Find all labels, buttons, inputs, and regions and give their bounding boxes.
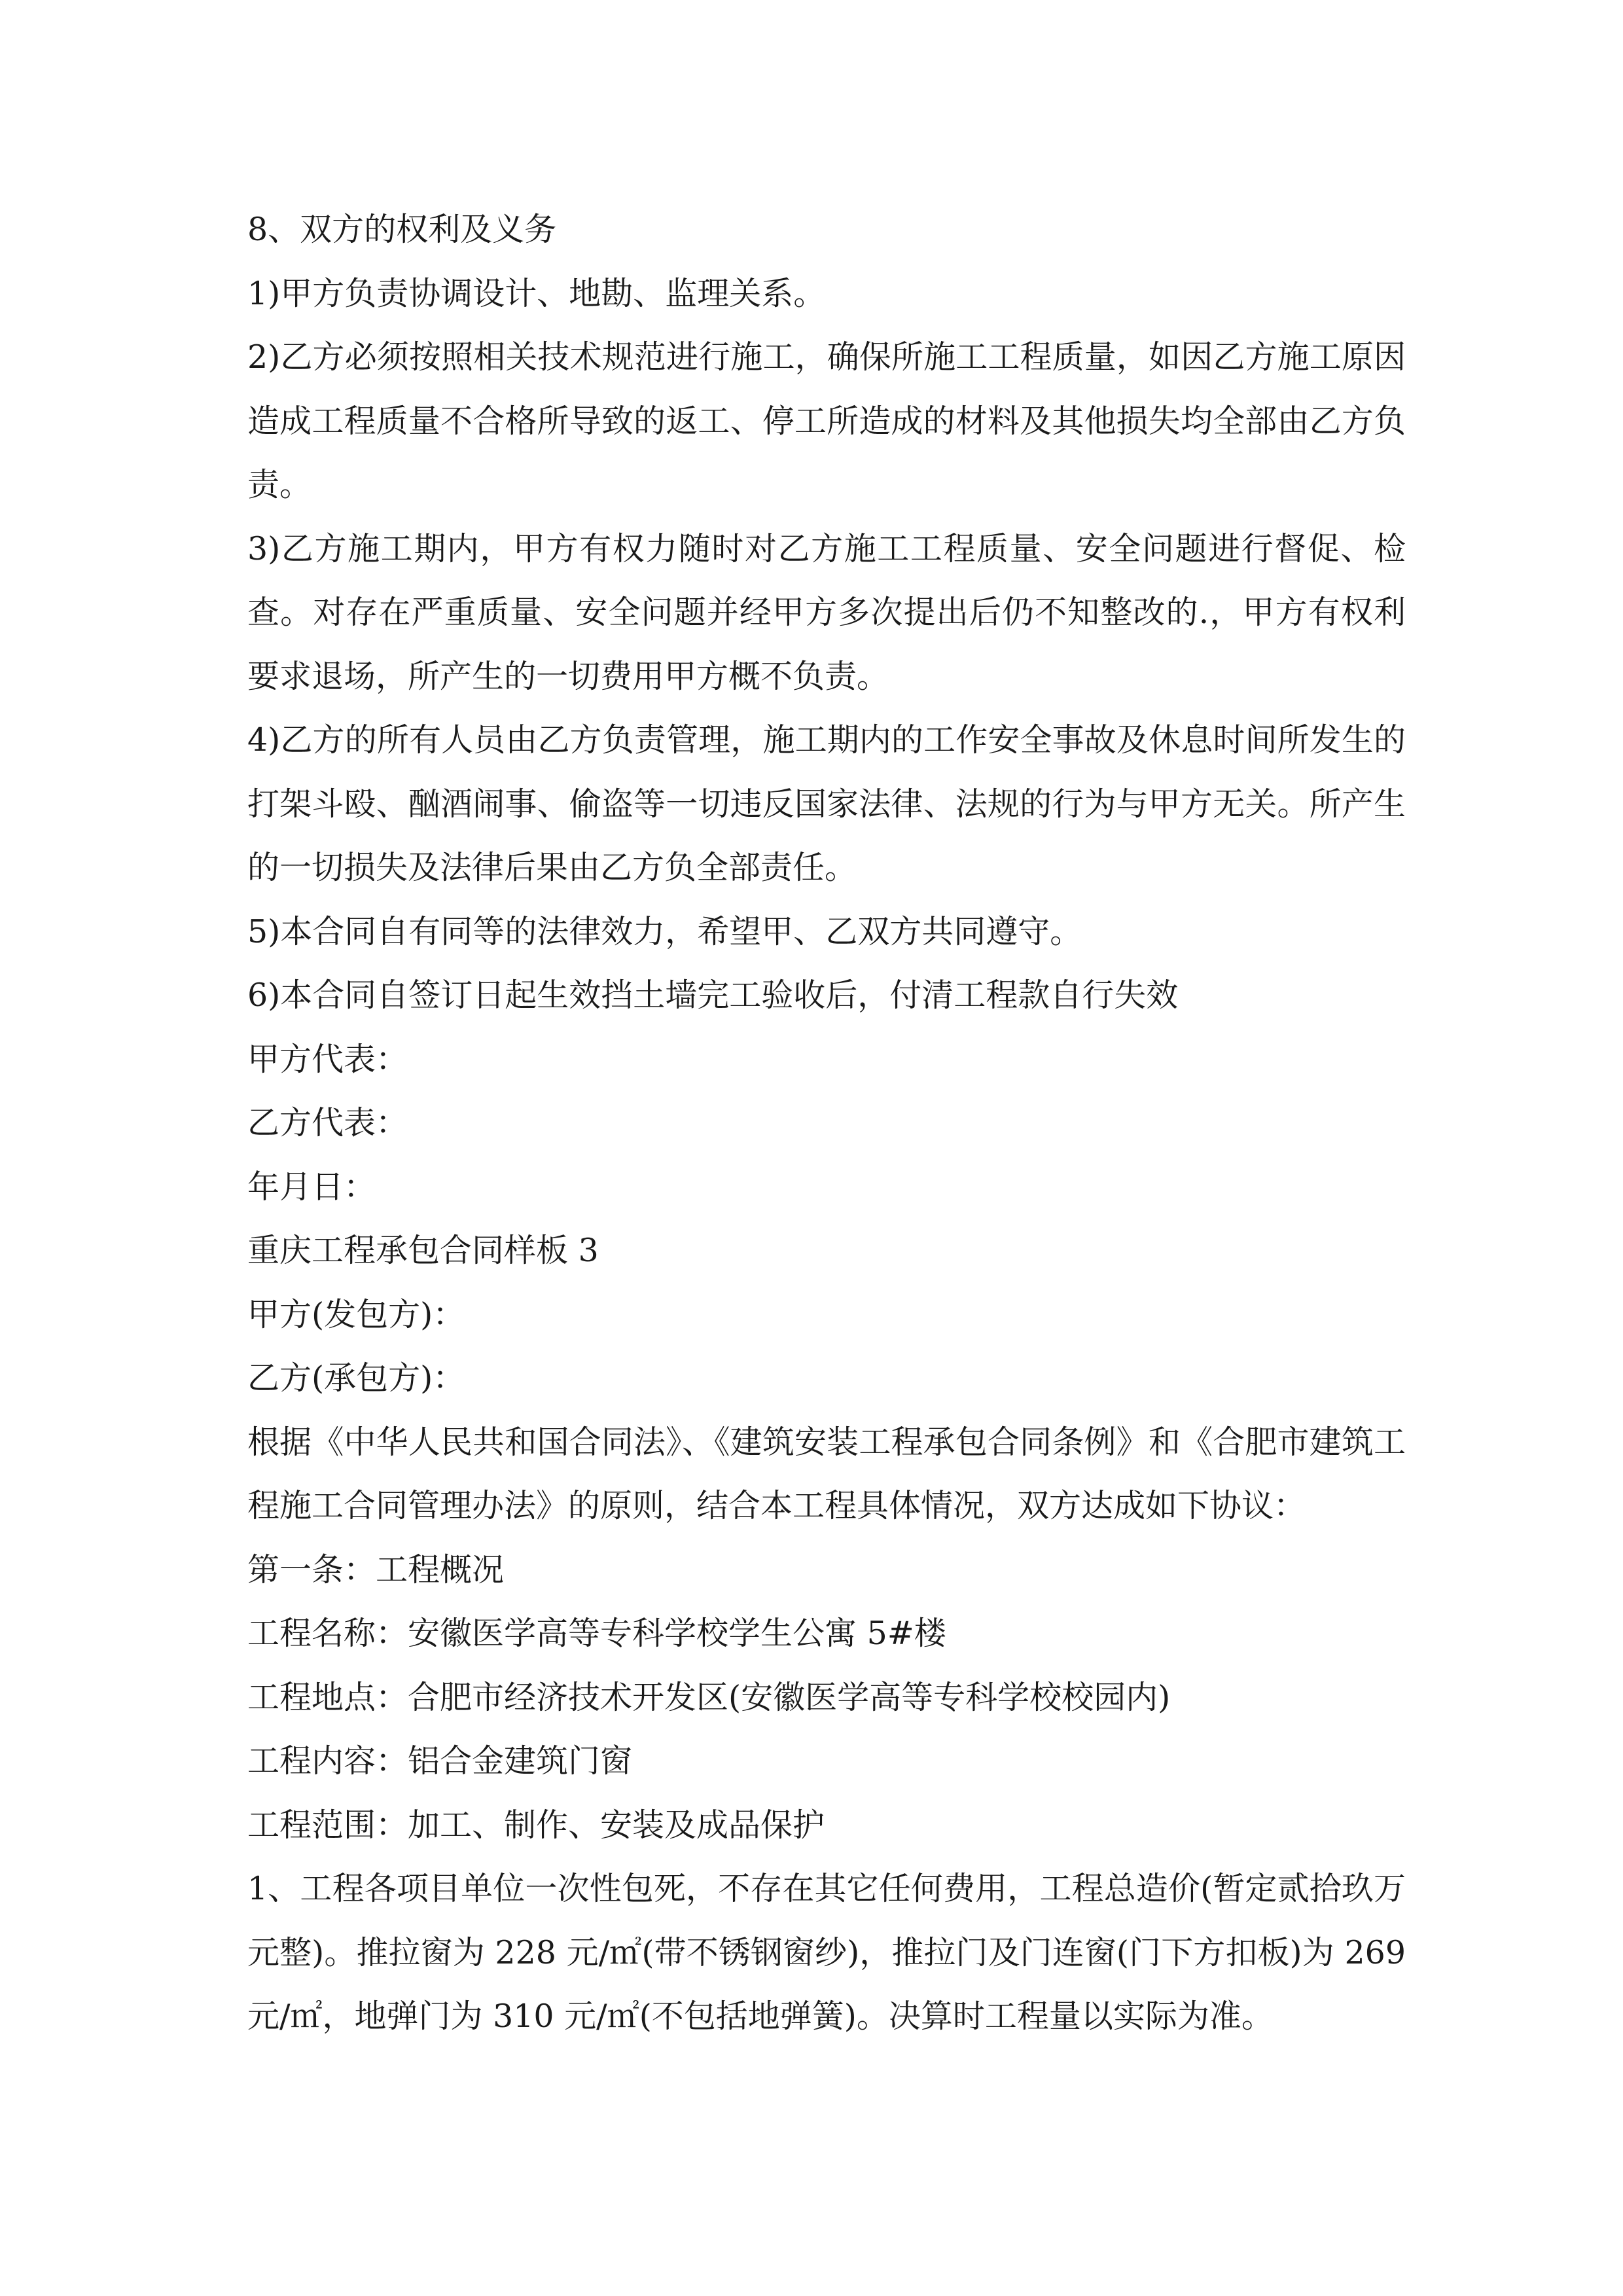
contract-title: 重庆工程承包合同样板 3 — [247, 1232, 599, 1269]
article-1-heading: 第一条：工程概况 — [247, 1551, 505, 1588]
clause-5: 5)本合同自有同等的法律效力，希望甲、乙双方共同遵守。 — [247, 912, 1082, 950]
project-name: 工程名称：安徽医学高等专科学校学生公寓 5#楼 — [247, 1615, 946, 1652]
party-a-representative: 甲方代表： — [247, 1040, 408, 1078]
clause-2: 2)乙方必须按照相关技术规范进行施工，确保所施工工程质量，如因乙方施工原因造成工程质量不合格所导致的返工、停工所造成的材料及其他损失均全部由乙方负责。 — [247, 338, 1406, 503]
party-b-representative: 乙方代表： — [247, 1104, 408, 1141]
party-a-line: 甲方(发包方)： — [247, 1295, 465, 1333]
party-b-line: 乙方(承包方)： — [247, 1359, 465, 1397]
clause-1: 1)甲方负责协调设计、地勘、监理关系。 — [247, 274, 826, 312]
project-content: 工程内容：铝合金建筑门窗 — [247, 1742, 633, 1780]
preamble: 根据《中华人民共和国合同法》、《建筑安装工程承包合同条例》和《合肥市建筑工程施工合同管理办法》的原则，结合本工程具体情况，双方达成如下协议： — [247, 1423, 1406, 1524]
section-heading-rights: 8、双方的权利及义务 — [247, 211, 557, 248]
clause-6: 6)本合同自签订日起生效挡土墙完工验收后，付清工程款自行失效 — [247, 977, 1179, 1014]
project-location: 工程地点：合肥市经济技术开发区(安徽医学高等专科学校校园内) — [247, 1678, 1171, 1716]
date-line: 年月日： — [247, 1168, 376, 1206]
document-body — [247, 198, 1406, 2049]
clause-3: 3)乙方施工期内，甲方有权力随时对乙方施工工程质量、安全问题进行督促、检查。对存在严重质量、安全问题并经甲方多次提出后仍不知整改的.，甲方有权利要求退场，所产生的一切费用甲方概不负责。 — [247, 529, 1406, 695]
project-scope: 工程范围：加工、制作、安装及成品保护 — [247, 1806, 825, 1844]
pricing-clause: 1、工程各项目单位一次性包死，不存在其它任何费用，工程总造价(暂定贰拾玖万元整)。推拉窗为 228 元/㎡(带不锈钢窗纱)，推拉门及门连窗(门下方扣板)为 269 元/㎡，地弹门为 310 元/㎡(不包括地弹簧)。决算时工程量以实际为准。 — [247, 1870, 1406, 2035]
clause-4: 4)乙方的所有人员由乙方负责管理，施工期内的工作安全事故及休息时间所发生的打架斗殴、酗酒闹事、偷盗等一切违反国家法律、法规的行为与甲方无关。所产生的一切损失及法律后果由乙方负全部责任。 — [247, 721, 1406, 886]
